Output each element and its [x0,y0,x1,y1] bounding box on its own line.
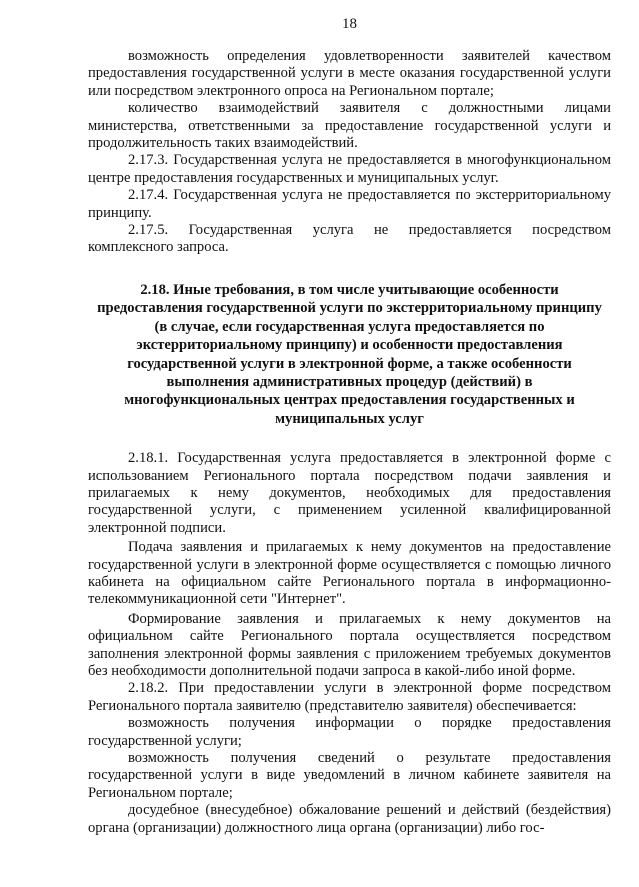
paragraph-info-procedure: возможность получения информации о порядке предоставления государственной услуги; [88,715,611,749]
paragraph-2-18-1: 2.18.1. Государственная услуга предоставляется в электронной форме с использованием Регионального портала посредством подачи заявления и прилагаемых к нему документов, необходимых для предоставления государственной услуги, с применением усиленной квалифицированной электронной подписи. [88,450,611,536]
paragraph-pretrial-appeal: досудебное (внесудебное) обжалование решений и действий (бездействия) органа (организации) должностного лица органа (организации) либо гос- [88,802,611,836]
page-number: 18 [342,16,357,32]
paragraph-interaction-count: количество взаимодействий заявителя с должностными лицами министерства, ответственными за предоставление государственной услуги и продолжительность таких взаимодействий. [88,100,611,152]
section-heading-2-18: 2.18. Иные требования, в том числе учитывающие особенности предоставления государственной услуги по экстерриториальному принципу (в случае, если государственная услуга предоставляется по экстерриториальному принципу) и особенности предоставления государственной услуги в электронной форме, а также особенности выполнения административных процедур (действий) в многофункциональных центрах предоставления государственных и муниципальных услуг [97,281,602,427]
paragraph-result-notifications: возможность получения сведений о результате предоставления государственной услуги в виде уведомлений в личном кабинете заявителя на Региональном портале; [88,750,611,801]
paragraph-2-17-5: 2.17.5. Государственная услуга не предоставляется посредством комплексного запроса. [88,222,611,256]
paragraph-satisfaction-assessment: возможность определения удовлетворенности заявителей качеством предоставления государственной услуги в месте оказания государственной услуги или посредством электронного опроса на Региональном портале; [88,48,611,99]
paragraph-2-18-2: 2.18.2. При предоставлении услуги в электронной форме посредством Регионального портала заявителю (представителю заявителя) обеспечивается: [88,680,611,714]
paragraph-application-forming: Формирование заявления и прилагаемых к нему документов на официальном сайте Регионального портала осуществляется посредством заполнения электронной формы заявления с приложением требуемых документов без необходимости дополнительной подачи запроса в какой-либо иной форме. [88,610,611,679]
paragraph-2-17-3: 2.17.3. Государственная услуга не предоставляется в многофункциональном центре предоставления государственных и муниципальных услуг. [88,152,611,186]
paragraph-2-17-4: 2.17.4. Государственная услуга не предоставляется по экстерриториальному принципу. [88,187,611,221]
paragraph-application-submission: Подача заявления и прилагаемых к нему документов на предоставление государственной услуги в электронной форме осуществляется с помощью личного кабинета на официальном сайте Регионального портала в информационно-телекоммуникационной сети "Интернет". [88,539,611,608]
